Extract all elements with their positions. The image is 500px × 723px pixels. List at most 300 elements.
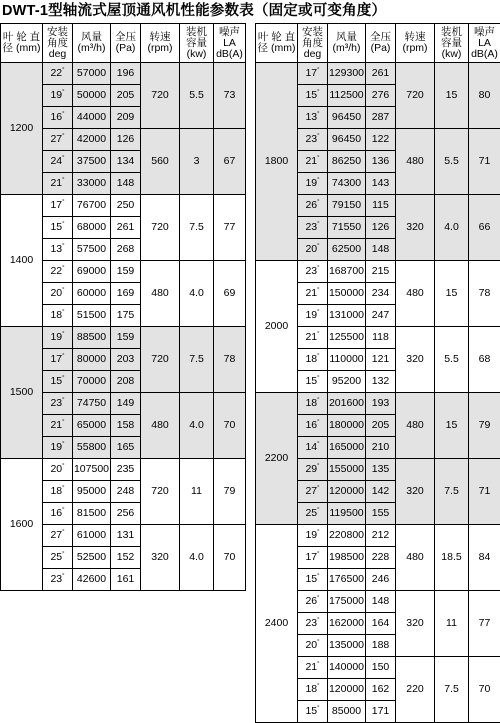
pressure-cell: 203 (111, 349, 141, 371)
angle-value: 27 (305, 485, 317, 497)
power-cell: 5.5 (435, 327, 469, 393)
angle-value: 29 (305, 463, 317, 475)
speed-cell: 480 (141, 393, 180, 459)
pressure-cell: 209 (111, 107, 141, 129)
noise-cell: 79 (469, 393, 500, 459)
angle-cell (298, 107, 328, 129)
degree-symbol: ° (62, 508, 64, 514)
degree-symbol: ° (317, 310, 319, 316)
degree-symbol: ° (62, 420, 64, 426)
airflow-cell: 51500 (73, 305, 111, 327)
degree-symbol: ° (62, 354, 64, 360)
airflow-cell: 112500 (328, 85, 366, 107)
airflow-cell: 180000 (328, 415, 366, 437)
speed-cell: 720 (396, 63, 435, 129)
angle-cell (43, 349, 73, 371)
pressure-cell: 210 (366, 437, 396, 459)
angle-value: 20 (305, 639, 317, 651)
angle-value: 19 (50, 441, 62, 453)
angle-value: 21 (50, 177, 62, 189)
pressure-cell: 228 (366, 547, 396, 569)
angle-cell (43, 283, 73, 305)
angle-value: 23 (305, 133, 317, 145)
airflow-cell: 201600 (328, 393, 366, 415)
power-cell: 15 (435, 63, 469, 129)
airflow-cell: 42600 (73, 569, 111, 591)
angle-cell (43, 85, 73, 107)
noise-cell: 73 (214, 63, 246, 129)
pressure-cell: 122 (366, 129, 396, 151)
noise-cell: 77 (214, 195, 246, 261)
table-row (256, 63, 500, 85)
degree-symbol: ° (317, 332, 319, 338)
pressure-cell: 150 (366, 657, 396, 679)
angle-value: 17 (50, 353, 62, 365)
pressure-cell: 159 (111, 327, 141, 349)
angle-value: 27 (50, 133, 62, 145)
angle-value: 15 (50, 221, 62, 233)
header-pressure: 全压 (Pa) (111, 24, 141, 63)
angle-value: 27 (50, 529, 62, 541)
airflow-cell: 68000 (73, 217, 111, 239)
airflow-cell: 119500 (328, 503, 366, 525)
angle-value: 18 (305, 353, 317, 365)
airflow-cell: 129300 (328, 63, 366, 85)
airflow-cell: 50000 (73, 85, 111, 107)
speed-cell: 560 (141, 129, 180, 195)
speed-cell: 480 (396, 129, 435, 195)
diameter-cell: 1600 (1, 459, 43, 591)
degree-symbol: ° (317, 508, 319, 514)
angle-cell (298, 547, 328, 569)
noise-cell: 78 (469, 261, 500, 327)
pressure-cell: 126 (366, 217, 396, 239)
degree-symbol: ° (317, 288, 319, 294)
degree-symbol: ° (62, 200, 64, 206)
angle-cell (43, 569, 73, 591)
airflow-cell: 88500 (73, 327, 111, 349)
pressure-cell: 142 (366, 481, 396, 503)
pressure-cell: 159 (111, 261, 141, 283)
angle-cell (43, 327, 73, 349)
angle-value: 13 (305, 111, 317, 123)
degree-symbol: ° (317, 420, 319, 426)
degree-symbol: ° (317, 112, 319, 118)
degree-symbol: ° (62, 244, 64, 250)
degree-symbol: ° (317, 68, 319, 74)
speed-cell: 320 (396, 591, 435, 657)
degree-symbol: ° (317, 134, 319, 140)
speed-cell: 720 (141, 459, 180, 525)
speed-cell: 480 (396, 393, 435, 459)
angle-value: 18 (50, 309, 62, 321)
pressure-cell: 212 (366, 525, 396, 547)
degree-symbol: ° (317, 684, 319, 690)
speed-cell: 320 (396, 459, 435, 525)
angle-value: 26 (305, 595, 317, 607)
noise-cell: 77 (469, 591, 500, 657)
angle-value: 23 (305, 617, 317, 629)
header-row (256, 24, 500, 63)
angle-value: 21 (305, 331, 317, 343)
airflow-cell: 71550 (328, 217, 366, 239)
degree-symbol: ° (317, 552, 319, 558)
angle-value: 21 (305, 661, 317, 673)
degree-symbol: ° (317, 442, 319, 448)
noise-cell: 70 (469, 657, 500, 723)
angle-cell (298, 459, 328, 481)
angle-value: 18 (305, 397, 317, 409)
angle-cell (298, 569, 328, 591)
pressure-cell: 148 (111, 173, 141, 195)
angle-cell (298, 63, 328, 85)
angle-cell (298, 371, 328, 393)
angle-cell (298, 305, 328, 327)
angle-cell (43, 173, 73, 195)
angle-value: 15 (50, 375, 62, 387)
degree-symbol: ° (62, 134, 64, 140)
airflow-cell: 57000 (73, 63, 111, 85)
header-angle: 安装 角度 deg (43, 24, 73, 63)
angle-cell (43, 503, 73, 525)
header-diameter: 叶 轮 直 径 (mm) (1, 24, 43, 63)
degree-symbol: ° (62, 222, 64, 228)
airflow-cell: 70000 (73, 371, 111, 393)
power-cell: 4.0 (180, 261, 214, 327)
power-cell: 4.0 (180, 525, 214, 591)
airflow-cell: 107500 (73, 459, 111, 481)
angle-value: 19 (305, 529, 317, 541)
pressure-cell: 268 (111, 239, 141, 261)
angle-cell (43, 261, 73, 283)
angle-value: 23 (50, 397, 62, 409)
diameter-cell: 2000 (256, 261, 298, 393)
pressure-cell: 132 (366, 371, 396, 393)
airflow-cell: 110000 (328, 349, 366, 371)
angle-value: 14 (305, 441, 317, 453)
angle-cell (43, 107, 73, 129)
angle-cell (298, 349, 328, 371)
degree-symbol: ° (317, 376, 319, 382)
angle-value: 17 (305, 551, 317, 563)
speed-cell: 480 (396, 261, 435, 327)
noise-cell: 80 (469, 63, 500, 129)
speed-cell: 720 (141, 327, 180, 393)
pressure-cell: 164 (366, 613, 396, 635)
angle-value: 17 (50, 199, 62, 211)
angle-cell (298, 635, 328, 657)
pressure-cell: 248 (111, 481, 141, 503)
pressure-cell: 234 (366, 283, 396, 305)
degree-symbol: ° (317, 222, 319, 228)
noise-cell: 71 (469, 129, 500, 195)
noise-cell: 66 (469, 195, 500, 261)
angle-cell (43, 371, 73, 393)
angle-value: 25 (50, 551, 62, 563)
angle-value: 21 (305, 287, 317, 299)
pressure-cell: 247 (366, 305, 396, 327)
degree-symbol: ° (317, 486, 319, 492)
noise-cell: 68 (469, 327, 500, 393)
degree-symbol: ° (62, 486, 64, 492)
pressure-cell: 175 (111, 305, 141, 327)
pressure-cell: 155 (366, 503, 396, 525)
pressure-cell: 256 (111, 503, 141, 525)
noise-cell: 79 (214, 459, 246, 525)
header-airflow: 风量 (m³/h) (73, 24, 111, 63)
angle-cell (298, 679, 328, 701)
angle-value: 21 (305, 155, 317, 167)
pressure-cell: 134 (111, 151, 141, 173)
pressure-cell: 121 (366, 349, 396, 371)
page-title: DWT-1型轴流式屋顶通风机性能参数表（固定或可变角度） (2, 0, 498, 22)
degree-symbol: ° (317, 178, 319, 184)
header-power: 装机 容量 (kw) (180, 24, 214, 63)
degree-symbol: ° (317, 596, 319, 602)
airflow-cell: 162000 (328, 613, 366, 635)
angle-value: 23 (305, 265, 317, 277)
table-row (1, 459, 246, 481)
angle-value: 22 (50, 265, 62, 277)
angle-value: 19 (305, 177, 317, 189)
angle-value: 24 (50, 155, 62, 167)
angle-cell (43, 415, 73, 437)
angle-cell (298, 129, 328, 151)
airflow-cell: 198500 (328, 547, 366, 569)
noise-cell: 71 (469, 459, 500, 525)
pressure-cell: 152 (111, 547, 141, 569)
angle-cell (298, 217, 328, 239)
degree-symbol: ° (62, 68, 64, 74)
angle-cell (298, 195, 328, 217)
degree-symbol: ° (317, 354, 319, 360)
degree-symbol: ° (317, 640, 319, 646)
pressure-cell: 171 (366, 701, 396, 723)
table-row (256, 393, 500, 415)
power-cell: 15 (435, 393, 469, 459)
speed-cell: 320 (141, 525, 180, 591)
airflow-cell: 69000 (73, 261, 111, 283)
power-cell: 11 (435, 591, 469, 657)
angle-value: 20 (50, 287, 62, 299)
angle-cell (43, 393, 73, 415)
airflow-cell: 85000 (328, 701, 366, 723)
angle-cell (298, 85, 328, 107)
degree-symbol: ° (62, 90, 64, 96)
degree-symbol: ° (62, 376, 64, 382)
pressure-cell: 215 (366, 261, 396, 283)
airflow-cell: 220800 (328, 525, 366, 547)
degree-symbol: ° (62, 156, 64, 162)
degree-symbol: ° (62, 112, 64, 118)
table-row (256, 261, 500, 283)
table-row (1, 327, 246, 349)
degree-symbol: ° (317, 618, 319, 624)
airflow-cell: 165000 (328, 437, 366, 459)
angle-cell (43, 151, 73, 173)
airflow-cell: 81500 (73, 503, 111, 525)
airflow-cell: 61000 (73, 525, 111, 547)
angle-cell (298, 701, 328, 723)
degree-symbol: ° (62, 332, 64, 338)
airflow-cell: 176500 (328, 569, 366, 591)
power-cell: 15 (435, 261, 469, 327)
angle-cell (43, 481, 73, 503)
angle-cell (43, 129, 73, 151)
pressure-cell: 135 (366, 459, 396, 481)
airflow-cell: 135000 (328, 635, 366, 657)
degree-symbol: ° (62, 574, 64, 580)
airflow-cell: 168700 (328, 261, 366, 283)
power-cell: 5.5 (435, 129, 469, 195)
degree-symbol: ° (62, 442, 64, 448)
angle-value: 16 (50, 507, 62, 519)
airflow-cell: 96450 (328, 107, 366, 129)
angle-value: 20 (305, 243, 317, 255)
degree-symbol: ° (62, 464, 64, 470)
pressure-cell: 193 (366, 393, 396, 415)
angle-cell (298, 481, 328, 503)
table-row (1, 195, 246, 217)
degree-symbol: ° (317, 662, 319, 668)
degree-symbol: ° (317, 706, 319, 712)
header-diameter: 叶 轮 直 径 (mm) (256, 24, 298, 63)
pressure-cell: 169 (111, 283, 141, 305)
performance-table-left (0, 23, 246, 591)
airflow-cell: 79150 (328, 195, 366, 217)
airflow-cell: 60000 (73, 283, 111, 305)
airflow-cell: 95000 (73, 481, 111, 503)
header-noise: 噪声 LA dB(A) (469, 24, 500, 63)
angle-cell (298, 283, 328, 305)
power-cell: 7.5 (435, 657, 469, 723)
angle-value: 16 (305, 419, 317, 431)
degree-symbol: ° (62, 398, 64, 404)
angle-cell (43, 459, 73, 481)
header-noise: 噪声 LA dB(A) (214, 24, 246, 63)
power-cell: 18.5 (435, 525, 469, 591)
pressure-cell: 158 (111, 415, 141, 437)
speed-cell: 320 (396, 195, 435, 261)
degree-symbol: ° (317, 530, 319, 536)
degree-symbol: ° (317, 398, 319, 404)
angle-cell (298, 393, 328, 415)
angle-cell (298, 613, 328, 635)
power-cell: 7.5 (435, 459, 469, 525)
angle-cell (298, 525, 328, 547)
airflow-cell: 96450 (328, 129, 366, 151)
angle-cell (298, 239, 328, 261)
angle-value: 19 (50, 331, 62, 343)
airflow-cell: 131000 (328, 305, 366, 327)
airflow-cell: 44000 (73, 107, 111, 129)
airflow-cell: 65000 (73, 415, 111, 437)
airflow-cell: 37500 (73, 151, 111, 173)
airflow-cell: 33000 (73, 173, 111, 195)
header-power: 装机 容量 (kw) (435, 24, 469, 63)
angle-value: 13 (50, 243, 62, 255)
degree-symbol: ° (317, 464, 319, 470)
angle-cell (298, 415, 328, 437)
airflow-cell: 76700 (73, 195, 111, 217)
angle-cell (43, 217, 73, 239)
pressure-cell: 250 (111, 195, 141, 217)
airflow-cell: 42000 (73, 129, 111, 151)
noise-cell: 70 (214, 525, 246, 591)
airflow-cell: 62500 (328, 239, 366, 261)
diameter-cell: 1200 (1, 63, 43, 195)
degree-symbol: ° (62, 530, 64, 536)
degree-symbol: ° (317, 574, 319, 580)
degree-symbol: ° (62, 288, 64, 294)
angle-cell (43, 239, 73, 261)
angle-value: 25 (305, 507, 317, 519)
airflow-cell: 120000 (328, 481, 366, 503)
power-cell: 7.5 (180, 195, 214, 261)
power-cell: 4.0 (435, 195, 469, 261)
pressure-cell: 149 (111, 393, 141, 415)
angle-value: 19 (305, 309, 317, 321)
pressure-cell: 287 (366, 107, 396, 129)
angle-value: 15 (305, 375, 317, 387)
angle-cell (298, 261, 328, 283)
noise-cell: 70 (214, 393, 246, 459)
airflow-cell: 155000 (328, 459, 366, 481)
airflow-cell: 80000 (73, 349, 111, 371)
angle-cell (298, 591, 328, 613)
airflow-cell: 140000 (328, 657, 366, 679)
degree-symbol: ° (62, 310, 64, 316)
degree-symbol: ° (62, 552, 64, 558)
angle-value: 20 (50, 463, 62, 475)
diameter-cell: 1500 (1, 327, 43, 459)
angle-value: 23 (50, 573, 62, 585)
angle-cell (43, 437, 73, 459)
pressure-cell: 148 (366, 239, 396, 261)
noise-cell: 69 (214, 261, 246, 327)
angle-value: 22 (50, 67, 62, 79)
angle-cell (43, 525, 73, 547)
noise-cell: 78 (214, 327, 246, 393)
airflow-cell: 125500 (328, 327, 366, 349)
airflow-cell: 150000 (328, 283, 366, 305)
speed-cell: 220 (396, 657, 435, 723)
diameter-cell: 2200 (256, 393, 298, 525)
angle-value: 21 (50, 419, 62, 431)
pressure-cell: 188 (366, 635, 396, 657)
pressure-cell: 205 (111, 85, 141, 107)
airflow-cell: 175000 (328, 591, 366, 613)
power-cell: 7.5 (180, 327, 214, 393)
speed-cell: 480 (141, 261, 180, 327)
airflow-cell: 55800 (73, 437, 111, 459)
pressure-cell: 276 (366, 85, 396, 107)
diameter-cell: 1400 (1, 195, 43, 327)
angle-value: 16 (50, 111, 62, 123)
angle-cell (298, 657, 328, 679)
pressure-cell: 161 (111, 569, 141, 591)
speed-cell: 720 (141, 195, 180, 261)
airflow-cell: 52500 (73, 547, 111, 569)
angle-cell (43, 63, 73, 85)
airflow-cell: 74750 (73, 393, 111, 415)
airflow-cell: 74300 (328, 173, 366, 195)
power-cell: 11 (180, 459, 214, 525)
power-cell: 5.5 (180, 63, 214, 129)
pressure-cell: 143 (366, 173, 396, 195)
speed-cell: 480 (396, 525, 435, 591)
header-pressure: 全压 (Pa) (366, 24, 396, 63)
